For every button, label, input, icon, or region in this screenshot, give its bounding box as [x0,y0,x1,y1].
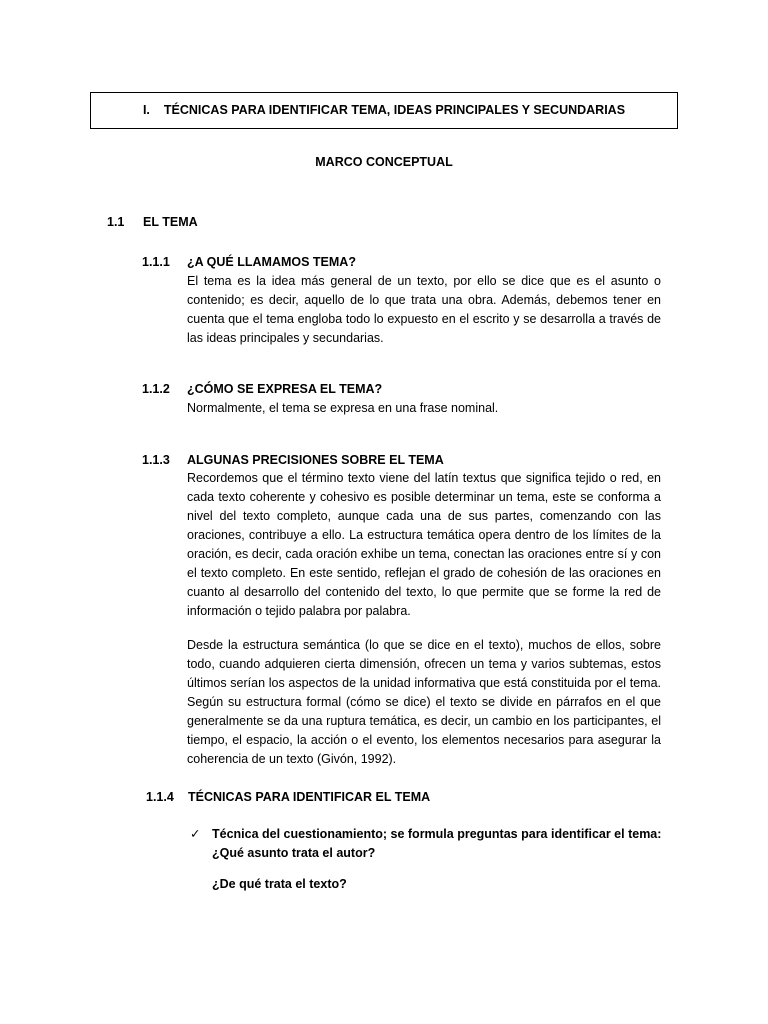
section-1-1-3-body-2 [187,636,661,769]
subtitle: MARCO CONCEPTUAL [315,155,453,169]
section-title: ¿CÓMO SE EXPRESA EL TEMA? [187,382,383,396]
title-box [90,92,678,129]
section-1-1-1-heading [142,253,356,272]
section-1-1-1-body [187,272,661,348]
checklist-item-line-2: ¿Qué asunto trata el autor? [212,846,376,860]
section-number: 1.1 [107,215,125,229]
section-number: 1.1.1 [142,255,170,269]
section-1-1-heading [107,213,198,232]
section-title: TÉCNICAS PARA IDENTIFICAR EL TEMA [188,790,431,804]
paragraph: Normalmente, el tema se expresa en una frase nominal. [187,401,499,415]
section-1-1-4-heading [146,788,430,807]
paragraph: Desde la estructura semántica (lo que se dice en el texto), muchos de ellos, sobre todo, cuando adquieren cierta dimensión, ofrecen un tema y varios subtemas, estos últimos serían los aspectos de la unidad informativa que está constituida por el tema. Según su estructura formal (cómo se dice) el texto se divide en párrafos en el que generalmente se da una ruptura temática, es decir, un cambio en los participantes, el tiempo, el espacio, la acción o el evento, los elementos necesarios para asegurar la coherencia de un texto (Givón, 1992). [187,638,661,766]
title-number: I. [142,103,150,117]
section-1-1-2-body [187,399,661,418]
question-text: ¿De qué trata el texto? [212,877,347,891]
paragraph: Recordemos que el término texto viene del latín textus que significa tejido o red, en cada texto coherente y cohesivo es posible determinar un tema, este se conforma a nivel del texto completo, aunque cada una de sus partes, comenzando con las oraciones, contribuye a ello. La estructura temática opera dentro de los límites de la oración, es decir, cada oración exhibe un tema, conectan las oraciones entre sí y con el texto completo. En este sentido, reflejan el grado de cohesión de las oraciones en cuanto al desarrollo del contenido del texto, lo que permite que se forme la red de información o tejido palabra por palabra. [187,471,661,618]
section-1-1-3-heading [142,451,444,470]
section-number: 1.1.3 [142,453,170,467]
title-text: TÉCNICAS PARA IDENTIFICAR TEMA, IDEAS PRINCIPALES Y SECUNDARIAS [163,103,626,117]
checklist-item [190,825,670,863]
check-icon: ✓ [190,827,201,841]
section-title: EL TEMA [143,215,198,229]
paragraph: El tema es la idea más general de un texto, por ello se dice que es el asunto o contenido; es decir, aquello de lo que trata una obra. Además, debemos tener en cuenta que el tema engloba todo lo expuesto en el escrito y se desarrolla a través de las ideas principales y secundarias. [187,274,661,345]
checklist-item-line-1: Técnica del cuestionamiento; se formula preguntas para identificar el tema: [212,827,662,841]
section-number: 1.1.2 [142,382,170,396]
section-number: 1.1.4 [146,790,174,804]
section-title: ALGUNAS PRECISIONES SOBRE EL TEMA [187,453,444,467]
section-title: ¿A QUÉ LLAMAMOS TEMA? [187,255,356,269]
section-1-1-3-body [187,469,661,621]
section-1-1-2-heading [142,380,382,399]
